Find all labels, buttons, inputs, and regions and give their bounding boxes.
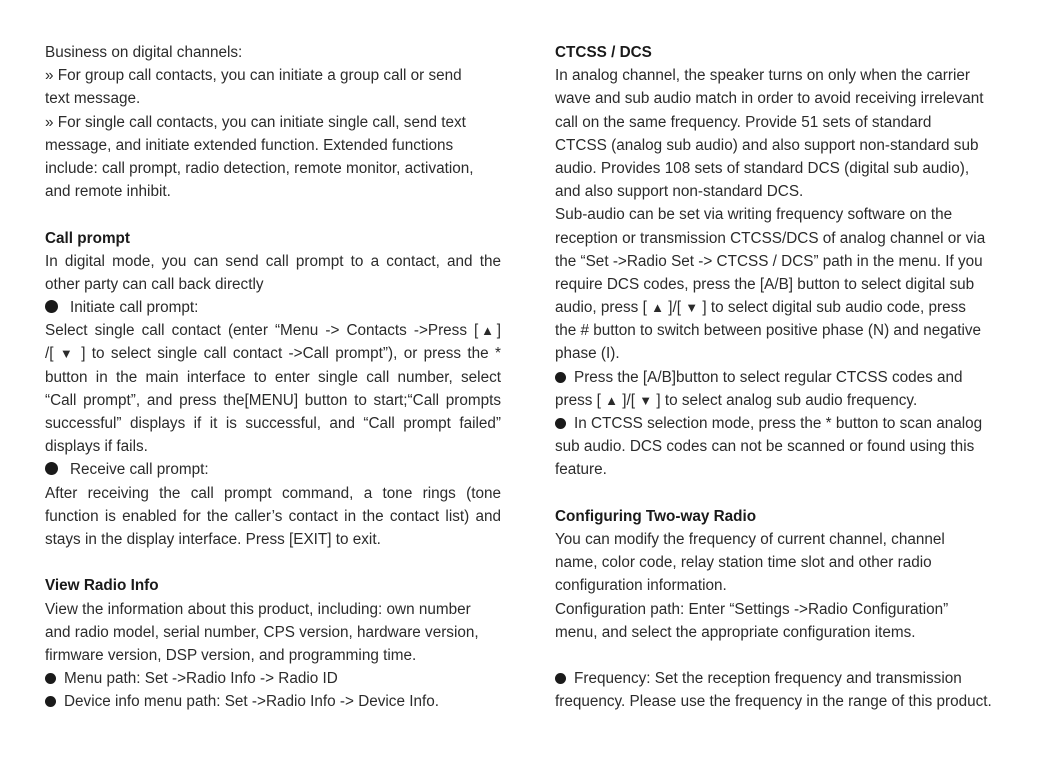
paragraph-line: In analog channel, the speaker turns on only when the carrier xyxy=(555,67,970,85)
configuring-radio-heading: Configuring Two-way Radio xyxy=(555,507,757,525)
paragraph-line: function is enabled for the caller’s contact in the contact list) and xyxy=(45,507,501,525)
bullet-item xyxy=(555,412,1015,435)
text-span: ] to select single call contact ->Call prompt”), or press the * xyxy=(81,345,502,363)
ctcss-dcs-heading: CTCSS / DCS xyxy=(555,44,652,61)
paragraph-line: In digital mode, you can send call prompt to a contact, and the xyxy=(45,252,501,270)
bullet-item xyxy=(555,667,1015,690)
paragraph-line: the “Set ->Radio Set -> CTCSS / DCS” path in the menu. If you xyxy=(555,252,983,270)
bullet-item xyxy=(555,366,1015,389)
text-span: In CTCSS selection mode, press the * button to scan analog xyxy=(574,415,983,432)
paragraph-line: menu, and select the appropriate configuration items. xyxy=(555,623,916,641)
bullet-item xyxy=(45,667,501,690)
paragraph-line: View the information about this product, including: own number xyxy=(45,600,471,618)
paragraph-line xyxy=(45,319,501,342)
paragraph-line: successful” displays if it is successful, and “Call prompt failed” xyxy=(45,415,501,432)
bullet-icon xyxy=(45,300,58,313)
up-arrow-icon: ▲ xyxy=(605,392,619,408)
paragraph-line: the # button to switch between positive phase (N) and negative xyxy=(555,322,982,340)
paragraph-line: firmware version, DSP version, and programming time. xyxy=(45,646,417,664)
call-prompt-heading: Call prompt xyxy=(45,229,130,247)
right-column xyxy=(555,41,1015,713)
down-arrow-icon: ▼ xyxy=(639,392,653,408)
intro-line: and remote inhibit. xyxy=(45,183,171,201)
bullet-icon xyxy=(45,462,58,475)
down-arrow-icon: ▼ xyxy=(685,300,699,316)
bullet-icon xyxy=(555,372,566,383)
paragraph-line: and also support non-standard DCS. xyxy=(555,183,804,201)
intro-line: Business on digital channels: xyxy=(45,44,243,61)
text-span: ] to select analog sub audio frequency. xyxy=(656,391,918,409)
bullet-icon xyxy=(555,673,566,684)
paragraph-line: require DCS codes, press the [A/B] button to select digital sub xyxy=(555,275,975,293)
paragraph-line: “Call prompt”, and press the[MENU] button to start;“Call prompts xyxy=(45,391,501,409)
paragraph-line xyxy=(555,389,1015,412)
text-span: ]/[ xyxy=(668,299,681,317)
left-column xyxy=(45,41,501,713)
paragraph-line: Configuration path: Enter “Settings ->Radio Configuration” xyxy=(555,600,949,618)
paragraph-line xyxy=(45,342,501,365)
down-arrow-icon: ▼ xyxy=(59,346,75,362)
paragraph-line: wave and sub audio match in order to avoid receiving irrelevant xyxy=(555,90,984,108)
bullet-item xyxy=(45,458,501,481)
device-info-path-text: Device info menu path: Set ->Radio Info -> Device Info. xyxy=(64,693,439,711)
bullet-icon xyxy=(555,418,566,429)
paragraph-line: and radio model, serial number, CPS version, hardware version, xyxy=(45,623,479,641)
initiate-call-prompt-label: Initiate call prompt: xyxy=(70,299,199,317)
menu-path-text: Menu path: Set ->Radio Info -> Radio ID xyxy=(64,670,338,688)
up-arrow-icon: ▲ xyxy=(478,323,497,339)
text-span: ]/[ xyxy=(622,391,636,409)
paragraph-line: configuration information. xyxy=(555,577,727,595)
intro-line: message, and initiate extended function. Extended functions xyxy=(45,136,454,154)
text-span: Frequency: Set the reception frequency and transmission xyxy=(574,670,962,688)
intro-line: » For single call contacts, you can initiate single call, send text xyxy=(45,113,466,131)
paragraph-line: After receiving the call prompt command, a tone rings (tone xyxy=(45,484,501,502)
bullet-icon xyxy=(45,673,56,684)
paragraph-line: name, color code, relay station time slot and other radio xyxy=(555,554,932,572)
paragraph-line: displays if fails. xyxy=(45,438,148,456)
receive-call-prompt-label: Receive call prompt: xyxy=(70,461,209,479)
text-span: ] xyxy=(496,322,501,340)
paragraph-line: feature. xyxy=(555,461,607,479)
bullet-item xyxy=(45,690,501,713)
text-span: ] to select digital sub audio code, press xyxy=(702,299,966,317)
intro-line: text message. xyxy=(45,90,141,108)
paragraph-line: You can modify the frequency of current channel, channel xyxy=(555,530,945,548)
paragraph-line: CTCSS (analog sub audio) and also support non-standard sub xyxy=(555,136,979,154)
paragraph-line: button in the main interface to enter single call number, select xyxy=(45,368,501,386)
text-span: Press the [A/B]button to select regular CTCSS codes and xyxy=(574,368,963,386)
paragraph-line: Sub-audio can be set via writing frequency software on the xyxy=(555,206,953,224)
text-span: press [ xyxy=(555,391,601,409)
intro-line: include: call prompt, radio detection, remote monitor, activation, xyxy=(45,159,474,177)
intro-line: » For group call contacts, you can initiate a group call or send xyxy=(45,67,462,85)
view-radio-info-heading: View Radio Info xyxy=(45,577,159,595)
bullet-item xyxy=(45,296,501,319)
paragraph-line: audio. Provides 108 sets of standard DCS (digital sub audio), xyxy=(555,159,970,177)
paragraph-line: phase (I). xyxy=(555,345,620,363)
paragraph-line: call on the same frequency. Provide 51 sets of standard xyxy=(555,113,932,131)
paragraph-line: frequency. Please use the frequency in the range of this product. xyxy=(555,693,992,711)
up-arrow-icon: ▲ xyxy=(651,300,664,316)
paragraph-line: sub audio. DCS codes can not be scanned or found using this xyxy=(555,438,975,456)
text-span: Select single call contact (enter “Menu -> Contacts ->Press [ xyxy=(45,322,479,340)
paragraph-line: reception or transmission CTCSS/DCS of analog channel or via xyxy=(555,229,986,247)
paragraph-line xyxy=(555,296,1015,319)
paragraph-line: stays in the display interface. Press [EXIT] to exit. xyxy=(45,530,381,548)
text-span: audio, press [ xyxy=(555,299,647,317)
text-span: /[ xyxy=(45,345,54,363)
bullet-icon xyxy=(45,696,56,707)
paragraph-line: other party can call back directly xyxy=(45,275,264,293)
